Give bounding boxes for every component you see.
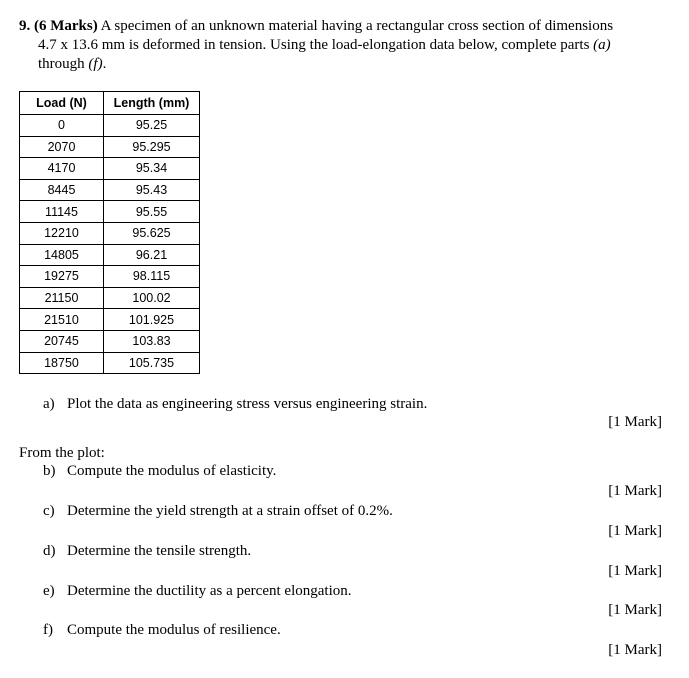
part-d [43,542,251,560]
part-d-label: d) [43,543,56,559]
table-row [20,201,200,223]
part-b-text: Compute the modulus of elasticity. [67,463,277,479]
length-cell: 101.925 [104,309,200,331]
load-cell: 12210 [20,222,104,244]
part-e-label: e) [43,583,55,599]
table-row [20,115,200,137]
length-cell: 95.43 [104,179,200,201]
table-row [20,352,200,374]
part-f [43,621,281,639]
length-cell: 95.34 [104,158,200,180]
from-plot-heading: From the plot: [19,445,105,461]
question-text-line2: 4.7 x 13.6 mm is deformed in tension. Using the load-elongation data below, complete parts (a) [38,37,611,53]
part-b-mark: [1 Mark] [608,483,662,499]
part-c [43,502,393,520]
part-a [43,395,427,413]
part-a-text: Plot the data as engineering stress versus engineering strain. [67,396,428,412]
length-cell: 103.83 [104,330,200,352]
part-a-mark: [1 Mark] [608,414,662,430]
part-d-text: Determine the tensile strength. [67,543,252,559]
load-cell: 18750 [20,352,104,374]
table-row [20,244,200,266]
length-cell: 95.625 [104,222,200,244]
table-row [20,287,200,309]
length-cell: 96.21 [104,244,200,266]
table-row [20,309,200,331]
part-e-mark: [1 Mark] [608,602,662,618]
question-number: 9. [19,18,31,34]
question-text-line3: through (f). [38,56,107,72]
length-cell: 105.735 [104,352,200,374]
table-row [20,222,200,244]
length-cell: 95.295 [104,136,200,158]
part-a-reference: (a) [593,37,611,53]
length-cell: 100.02 [104,287,200,309]
part-f-text: Compute the modulus of resilience. [67,622,281,638]
table-row [20,330,200,352]
part-c-label: c) [43,503,55,519]
table-row [20,136,200,158]
table-row [20,158,200,180]
table-row [20,179,200,201]
part-b [43,462,276,480]
length-cell: 95.55 [104,201,200,223]
load-cell: 0 [20,115,104,137]
load-cell: 21150 [20,287,104,309]
part-f-reference: (f) [88,56,103,72]
part-b-label: b) [43,463,56,479]
load-cell: 2070 [20,136,104,158]
column-header-load: Load (N) [20,92,104,115]
part-f-mark: [1 Mark] [608,642,662,658]
table-header-row [20,92,200,115]
length-cell: 95.25 [104,115,200,137]
load-cell: 14805 [20,244,104,266]
load-cell: 4170 [20,158,104,180]
question-text-line1: A specimen of an unknown material having a rectangular cross section of dimensions [97,18,614,34]
part-e-text: Determine the ductility as a percent elongation. [67,583,352,599]
part-e [43,582,351,600]
part-d-mark: [1 Mark] [608,563,662,579]
question-marks: (6 Marks) [34,18,98,34]
load-cell: 19275 [20,266,104,288]
column-header-length: Length (mm) [104,92,200,115]
load-cell: 11145 [20,201,104,223]
load-cell: 8445 [20,179,104,201]
load-elongation-table [19,91,200,374]
length-cell: 98.115 [104,266,200,288]
part-c-mark: [1 Mark] [608,523,662,539]
part-c-text: Determine the yield strength at a strain offset of 0.2%. [67,503,393,519]
part-f-label: f) [43,622,53,638]
part-a-label: a) [43,396,55,412]
question-header [19,17,669,74]
load-cell: 20745 [20,330,104,352]
table-row [20,266,200,288]
load-cell: 21510 [20,309,104,331]
